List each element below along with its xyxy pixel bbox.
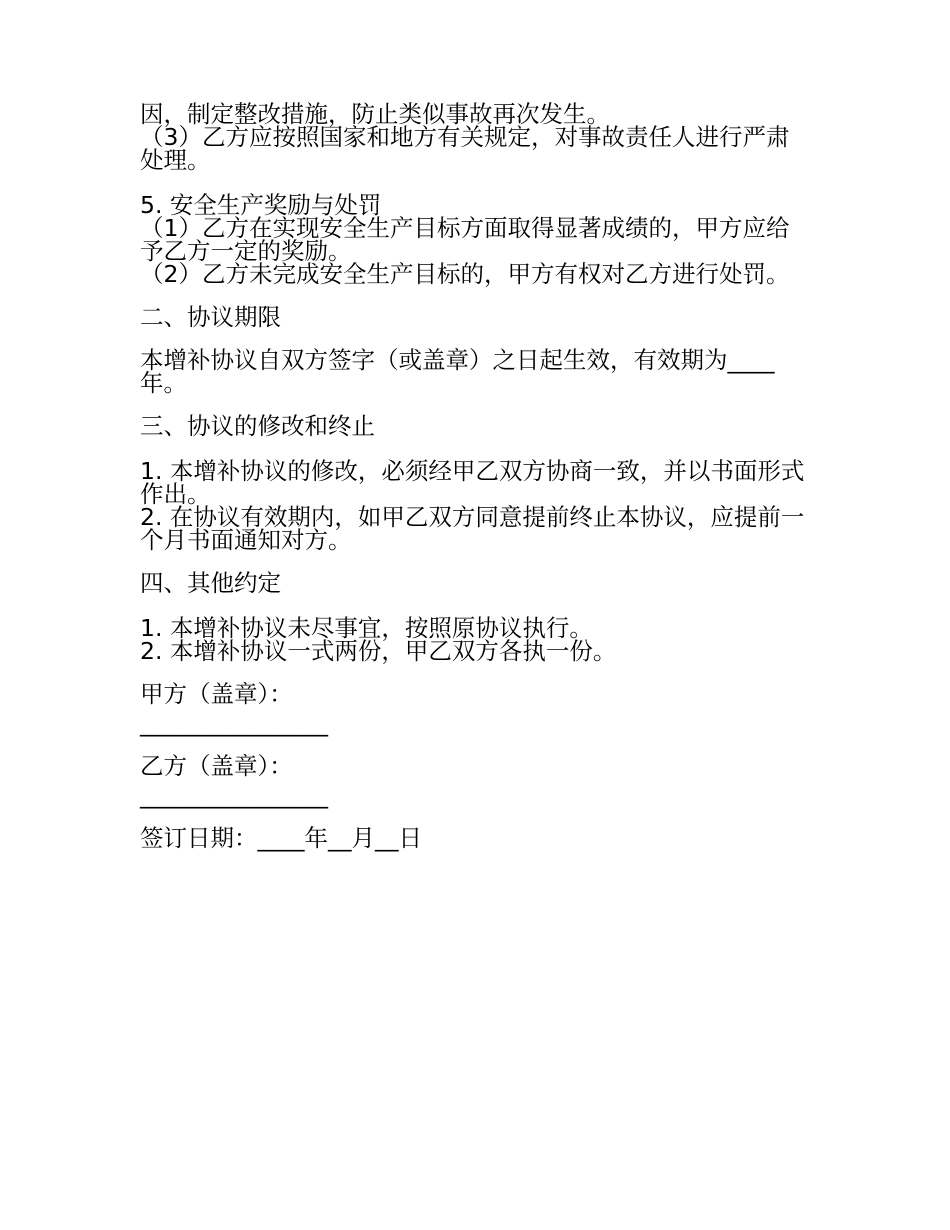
paragraph-punishment: （3）乙方应按照国家和地方有关规定，对事故责任人进行严肃处理。 xyxy=(140,123,790,174)
paragraph-term: 本增补协议自双方签字（或盖章）之日起生效，有效期为____年。 xyxy=(140,346,775,397)
party-b-signature-line: ________________ xyxy=(140,781,328,809)
paragraph-penalty: （2）乙方未完成安全生产目标的，甲方有权对乙方进行处罚。 xyxy=(140,260,790,288)
paragraph-modification: 1. 本增补协议的修改，必须经甲乙双方协商一致，并以书面形式作出。 xyxy=(140,457,805,508)
paragraph-termination: 2. 在协议有效期内，如甲乙双方同意提前终止本协议，应提前一个月书面通知对方。 xyxy=(140,503,805,554)
paragraph-cause: 因，制定整改措施，防止类似事故再次发生。 xyxy=(140,100,610,128)
section-heading-rewards: 5. 安全生产奖励与处罚 xyxy=(140,191,382,219)
signing-date: 签订日期：____年__月__日 xyxy=(140,824,422,852)
party-b-label: 乙方（盖章）： xyxy=(140,752,293,780)
section-title-other: 四、其他约定 xyxy=(140,569,281,597)
paragraph-other-2: 2. 本增补协议一式两份，甲乙双方各执一份。 xyxy=(140,637,617,665)
paragraph-reward: （1）乙方在实现安全生产目标方面取得显著成绩的，甲方应给予乙方一定的奖励。 xyxy=(140,214,790,265)
party-a-signature-line: ________________ xyxy=(140,709,328,737)
section-title-term: 二、协议期限 xyxy=(140,303,281,331)
party-a-label: 甲方（盖章）： xyxy=(140,680,293,708)
section-title-modification: 三、协议的修改和终止 xyxy=(140,412,375,440)
paragraph-other-1: 1. 本增补协议未尽事宜，按照原协议执行。 xyxy=(140,614,593,642)
document-body xyxy=(140,100,810,852)
